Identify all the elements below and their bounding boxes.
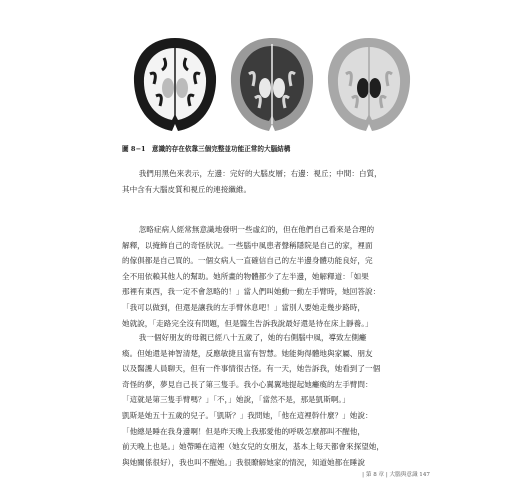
figure-caption [122,144,422,154]
text-line: 瘓。但她還是神智清楚，反應敏捷且富有智慧。她能夠得體地與家屬、朋友 [122,348,373,358]
caption-body [122,166,422,197]
text-line: 全不用依賴其他人的幫助。她所畫的物體都少了左半邊，她解釋道：「如果 [122,271,369,281]
paragraph-1 [122,222,422,331]
page-footer: | 第 8 章 | 大腦與意識 147 [362,472,430,478]
brain-figure [128,34,416,134]
text-line: 我一個好朋友的母親已經八十五歲了，她的右側腦中風，導致左側癱 [138,333,367,342]
text-line: 忽略症病人經常無意識地發明一些虛幻的，但在他們自己看來是合理的 [138,225,375,234]
brain-image-white-matter [225,34,319,134]
text-line: 凱斯是她五十五歲的兒子。「凱斯？」我問她，「他在這裡幹什麼？」她說： [122,410,373,420]
text-line: 以及醫護人員聊天，但有一件事情很古怪。有一天，她告訴我，她看到了一個 [122,364,381,374]
text-line: 我們用黑色來表示，左邊：完好的大腦皮層；右邊：視丘；中間：白質， [138,169,382,178]
caption-label: 圖 8−1 [122,145,146,153]
brain-image-thalamus [322,34,416,134]
text-line: 「我可以做到，但還是讓我的左手臂休息吧！」當別人要她走幾步路時， [122,302,365,312]
caption-text: 意識的存在依靠三個完整並功能正常的大腦結構 [151,145,291,153]
text-line: 她就說，「走路完全沒有問題，但是醫生告訴我說最好還是待在床上靜養。」 [122,318,373,328]
text-line: 奇怪的夢，夢見自己長了第三隻手。我小心翼翼地提起她癱瘓的左手臂問： [122,379,373,389]
text-line: 那裡有東西，我一定不會忽略的！」當人們叫她動一動左手臂時，她回答說： [122,287,381,297]
text-line: 其中含有大腦皮質和視丘的連接纖維。 [122,184,252,194]
text-line: 「這就是第三隻手臂嗎？」「不，」她說，「當然不是，那是凱斯啊。」 [122,395,350,405]
text-line: 解釋，以掩飾自己的奇怪狀況。一些腦中風患者聲稱隱院是自己的家，裡面 [122,240,373,250]
text-line: 「他總是睡在我身邊啊！但是昨天晚上我那愛他的呼吸怎麼都叫不醒他， [122,426,365,436]
paragraph-2 [122,330,422,470]
text-line: 的傢俱都是自己買的。一個女病人一直確信自己的左半邊身體功能良好，完 [122,256,373,266]
text-line: 與她關係很好），我也叫不醒她。」我很瞭解她家的情況，知道她都在睡說 [122,457,365,467]
text-line: 前天晚上也是。」她帶睡在這裡（她女兒的女朋友，基本上每天都會來探望她， [122,442,384,452]
brain-image-cortex [128,34,222,134]
